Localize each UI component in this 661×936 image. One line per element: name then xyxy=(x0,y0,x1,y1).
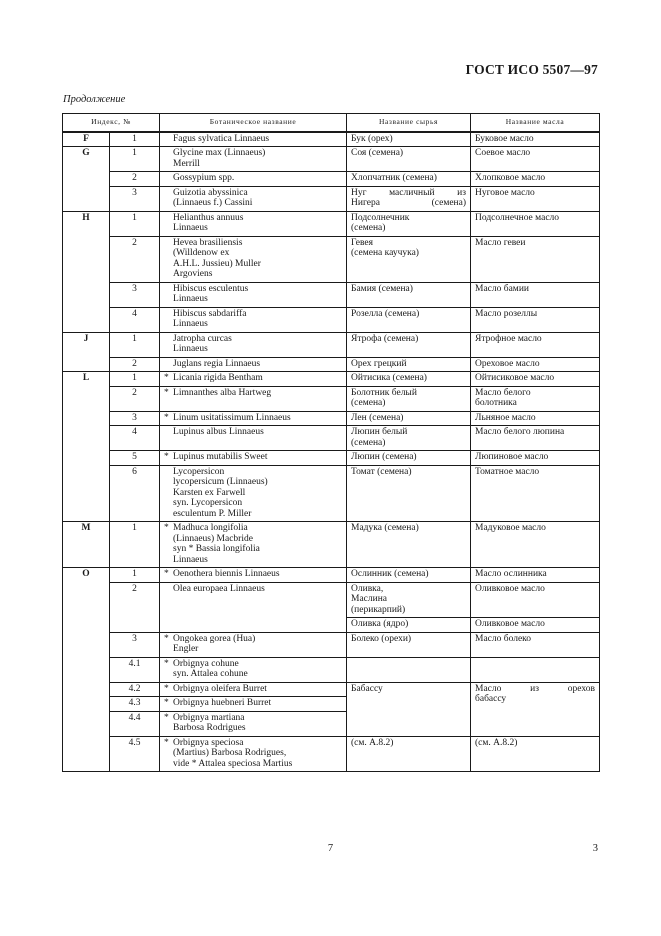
index-number-cell: 2 xyxy=(110,357,160,372)
botanical-text: Hevea brasiliensis xyxy=(173,237,243,248)
botanical-text: syn. Attalea cohune xyxy=(173,669,248,679)
raw-material-cell xyxy=(347,172,471,187)
botanical-text: syn. Lycopersicon xyxy=(173,498,243,508)
index-number-cell: 1 xyxy=(110,132,160,147)
botanical-name-cell xyxy=(160,172,347,187)
table-row xyxy=(63,386,600,411)
table-row xyxy=(63,632,600,657)
botanical-name-cell xyxy=(160,147,347,172)
raw-material-cell xyxy=(347,132,471,147)
oil-name-cell xyxy=(471,132,600,147)
index-letter-cell: L xyxy=(63,372,110,522)
botanical-line xyxy=(164,584,342,595)
botanical-line xyxy=(164,467,342,478)
index-letter-cell: G xyxy=(63,147,110,212)
oil-name-cell-line: болотника xyxy=(475,398,517,408)
botanical-name-cell xyxy=(160,372,347,387)
botanical-text: Merrill xyxy=(173,158,200,169)
table-row xyxy=(63,682,600,697)
botanical-text: Linnaeus xyxy=(173,319,208,329)
table-row xyxy=(63,522,600,568)
raw-material-cell-line: Нуг масличный из xyxy=(351,187,467,198)
raw-material-cell xyxy=(347,386,471,411)
asterisk-mark: * xyxy=(164,412,169,423)
oil-name-cell-line: Масло белого xyxy=(475,387,531,398)
raw-material-cell-line: Бамия (семена) xyxy=(351,283,413,294)
raw-material-cell-line: (перикарпий) xyxy=(351,604,406,615)
botanical-text: Linnaeus xyxy=(173,344,208,354)
botanical-line xyxy=(164,173,342,184)
table-row xyxy=(63,147,600,172)
oil-name-cell xyxy=(471,186,600,211)
botanical-text: lycopersicum (Linnaeus) xyxy=(173,477,268,487)
index-number-cell: 1 xyxy=(110,147,160,172)
botanical-line xyxy=(164,213,342,224)
botanical-name-cell xyxy=(160,186,347,211)
botanical-line xyxy=(164,294,342,305)
raw-material-cell-line: Люпин белый xyxy=(351,427,408,437)
botanical-text: Oenothera biennis Linnaeus xyxy=(173,569,280,579)
index-number-cell: 1 xyxy=(110,568,160,583)
table-row xyxy=(63,307,600,332)
table-row xyxy=(63,451,600,466)
table-row xyxy=(63,372,600,387)
index-letter-cell: O xyxy=(63,568,110,772)
botanical-line xyxy=(164,413,342,424)
oil-name-cell-line: Масло бамии xyxy=(475,283,529,294)
column-header-raw: Название сырья xyxy=(347,114,471,132)
botanical-text: Engler xyxy=(173,644,199,654)
index-number-cell: 2 xyxy=(110,386,160,411)
botanical-line xyxy=(164,427,342,438)
raw-material-cell-line: (см. А.8.2) xyxy=(351,737,394,748)
raw-material-cell xyxy=(347,236,471,282)
raw-material-cell-line: Ойтисика (семена) xyxy=(351,373,427,383)
raw-material-cell xyxy=(347,522,471,568)
botanical-line xyxy=(164,269,342,280)
raw-material-cell xyxy=(347,282,471,307)
column-header-oil: Название масла xyxy=(471,114,600,132)
botanical-line xyxy=(164,259,342,270)
botanical-name-cell xyxy=(160,236,347,282)
botanical-name-cell xyxy=(160,736,347,772)
raw-material-cell-line: (семена) xyxy=(351,398,386,408)
table-row xyxy=(63,332,600,357)
botanical-name-cell xyxy=(160,582,347,632)
raw-material-cell-line: Маслина xyxy=(351,594,388,604)
botanical-line xyxy=(164,248,342,259)
oil-name-cell-line: Буковое масло xyxy=(475,133,534,144)
botanical-name-cell xyxy=(160,411,347,426)
botanical-text: Madhuca longifolia xyxy=(173,523,248,533)
oil-name-cell xyxy=(471,307,600,332)
oil-name-cell-line: Оливковое масло xyxy=(475,619,545,629)
oil-name-cell xyxy=(471,632,600,657)
index-number-cell: 3 xyxy=(110,186,160,211)
raw-material-cell xyxy=(347,211,471,236)
botanical-line xyxy=(164,659,342,670)
raw-material-cell-line: Соя (семена) xyxy=(351,148,404,158)
oil-name-cell-line: Масло болеко xyxy=(475,633,532,644)
table-row xyxy=(63,657,600,682)
botanical-line xyxy=(164,198,342,209)
botanical-text: Juglans regia Linnaeus xyxy=(173,358,261,369)
index-letter-cell: M xyxy=(63,522,110,568)
oil-name-cell-line: Ореховое масло xyxy=(475,358,540,369)
table-row xyxy=(63,236,600,282)
oil-name-cell xyxy=(471,522,600,568)
botanical-text: (Linnaeus f.) Cassini xyxy=(173,198,253,208)
index-number-cell: 3 xyxy=(110,282,160,307)
oil-name-cell-line: (см. А.8.2) xyxy=(475,737,518,748)
botanical-name-cell xyxy=(160,357,347,372)
botanical-line xyxy=(164,555,342,566)
botanical-name-cell xyxy=(160,451,347,466)
botanical-text: Jatropha curcas xyxy=(173,333,232,344)
botanical-line xyxy=(164,684,342,695)
oil-name-cell-line: Подсолнечное масло xyxy=(475,212,560,223)
raw-material-cell xyxy=(347,582,471,618)
index-number-cell: 1 xyxy=(110,372,160,387)
index-number-cell: 6 xyxy=(110,465,160,522)
botanical-text: (Martius) Barbosa Rodrigues, xyxy=(173,748,287,758)
botanical-line xyxy=(164,477,342,488)
botanical-line xyxy=(164,284,342,295)
asterisk-mark: * xyxy=(164,387,169,398)
table-row xyxy=(63,582,600,618)
raw-material-cell xyxy=(347,657,471,682)
asterisk-mark: * xyxy=(164,373,169,383)
raw-material-cell xyxy=(347,568,471,583)
botanical-line xyxy=(164,523,342,534)
index-number-cell: 1 xyxy=(110,211,160,236)
botanical-line xyxy=(164,748,342,759)
botanical-text: Glycine max (Linnaeus) xyxy=(173,148,266,158)
oil-name-cell-line: Льняное масло xyxy=(475,412,536,423)
botanical-line xyxy=(164,544,342,555)
oil-name-cell-line: Нуговое масло xyxy=(475,187,535,198)
oil-name-cell xyxy=(471,682,600,736)
raw-material-cell-line: (семена) xyxy=(351,437,386,448)
index-letter-cell: H xyxy=(63,211,110,332)
botanical-line xyxy=(164,223,342,234)
raw-material-cell xyxy=(347,332,471,357)
asterisk-mark: * xyxy=(164,698,169,708)
raw-material-cell-line: Болеко (орехи) xyxy=(351,633,412,644)
botanical-line xyxy=(164,738,342,749)
oil-name-cell xyxy=(471,282,600,307)
botanical-line xyxy=(164,148,342,159)
asterisk-mark: * xyxy=(164,712,169,723)
botanical-name-cell xyxy=(160,632,347,657)
raw-material-cell xyxy=(347,357,471,372)
botanical-line xyxy=(164,759,342,770)
raw-material-cell-line: Бабассу xyxy=(351,683,383,694)
botanical-line xyxy=(164,238,342,249)
botanical-line xyxy=(164,188,342,199)
oil-name-cell xyxy=(471,211,600,236)
oil-name-cell-line: Масло ослинника xyxy=(475,569,547,579)
table-header-row xyxy=(63,114,600,132)
oil-name-cell-line: Масло розеллы xyxy=(475,308,538,319)
botanical-line xyxy=(164,509,342,520)
oil-name-cell xyxy=(471,736,600,772)
botanical-name-cell xyxy=(160,465,347,522)
index-number-cell: 3 xyxy=(110,632,160,657)
oil-name-cell xyxy=(471,568,600,583)
botanical-line xyxy=(164,669,342,680)
raw-material-cell xyxy=(347,451,471,466)
document-code: ГОСТ ИСО 5507—97 xyxy=(465,62,598,77)
raw-material-cell-line: Бук (орех) xyxy=(351,133,393,144)
botanical-line xyxy=(164,134,342,145)
index-number-cell: 5 xyxy=(110,451,160,466)
botanical-text: Orbignya huebneri Burret xyxy=(173,698,272,708)
oil-name-cell-line: Томатное масло xyxy=(475,466,540,477)
oil-name-cell xyxy=(471,451,600,466)
botanical-line xyxy=(164,334,342,345)
oil-name-cell xyxy=(471,411,600,426)
botanical-text: Orbignya martiana xyxy=(173,712,245,723)
index-number-cell: 4.4 xyxy=(110,711,160,736)
index-number-cell: 1 xyxy=(110,332,160,357)
botanical-name-cell xyxy=(160,682,347,697)
table-row xyxy=(63,357,600,372)
oil-name-cell xyxy=(471,147,600,172)
botanical-text: Lupinus albus Linnaeus xyxy=(173,427,264,437)
botanical-line xyxy=(164,373,342,384)
botanical-line xyxy=(164,159,342,170)
botanical-text: (Linnaeus) Macbride xyxy=(173,533,253,544)
botanical-text: Orbignya cohune xyxy=(173,658,239,669)
index-number-cell: 4.1 xyxy=(110,657,160,682)
oil-name-cell-line: Мадуковое масло xyxy=(475,523,546,533)
page-number-right: 3 xyxy=(592,843,598,854)
raw-material-cell-line: (семена) xyxy=(351,223,386,233)
asterisk-mark: * xyxy=(164,658,169,669)
oil-name-cell-line: Ятрофное масло xyxy=(475,333,542,344)
page-number-center: 7 xyxy=(327,843,334,854)
botanical-name-cell xyxy=(160,426,347,451)
index-number-cell: 4.2 xyxy=(110,682,160,697)
botanical-text: Fagus sylvatica Linnaeus xyxy=(173,133,270,144)
botanical-name-cell xyxy=(160,657,347,682)
index-number-cell: 2 xyxy=(110,172,160,187)
raw-material-cell-line: Мадука (семена) xyxy=(351,523,419,533)
oil-name-cell xyxy=(471,386,600,411)
oil-name-cell-line: Масло из орехов xyxy=(475,683,596,694)
botanical-name-cell xyxy=(160,132,347,147)
botanical-text: Orbignya oleifera Burret xyxy=(173,683,267,694)
index-number-cell: 4 xyxy=(110,307,160,332)
botanical-line xyxy=(164,452,342,463)
botanical-text: Karsten ex Farwell xyxy=(173,487,246,498)
botanical-text: Linnaeus xyxy=(173,223,208,233)
oil-name-cell-line: Соевое масло xyxy=(475,148,531,158)
table-row xyxy=(63,736,600,772)
raw-material-cell xyxy=(347,465,471,522)
oil-name-cell xyxy=(471,172,600,187)
botanical-line xyxy=(164,388,342,399)
botanical-text: Helianthus annuus xyxy=(173,212,244,223)
raw-material-cell xyxy=(347,186,471,211)
asterisk-mark: * xyxy=(164,633,169,644)
oil-name-cell-line: Масло белого люпина xyxy=(475,427,565,437)
botanical-line xyxy=(164,359,342,370)
oil-name-cell-line: Оливковое масло xyxy=(475,583,545,594)
raw-material-cell-line: Орех грецкий xyxy=(351,358,407,369)
botanical-line xyxy=(164,723,342,734)
raw-material-cell xyxy=(347,618,471,633)
index-number-cell: 4.3 xyxy=(110,697,160,712)
index-number-cell: 3 xyxy=(110,411,160,426)
botanical-name-cell xyxy=(160,282,347,307)
botanical-name-cell xyxy=(160,211,347,236)
oil-name-cell-line: Масло гевеи xyxy=(475,237,526,248)
raw-material-cell-line: Люпин (семена) xyxy=(351,452,417,462)
botanical-text: Gossypium spp. xyxy=(173,173,235,183)
raw-material-cell xyxy=(347,372,471,387)
raw-material-cell xyxy=(347,426,471,451)
botanical-text: Barbosa Rodrigues xyxy=(173,723,246,733)
raw-material-cell-line: (семена каучука) xyxy=(351,248,419,258)
table-row xyxy=(63,411,600,426)
oil-name-cell xyxy=(471,657,600,682)
index-number-cell: 4 xyxy=(110,426,160,451)
botanical-text: Olea europaea Linnaeus xyxy=(173,583,265,594)
botanical-text: esculentum P. Miller xyxy=(173,508,252,519)
botanical-line xyxy=(164,319,342,330)
raw-material-cell-line: Томат (семена) xyxy=(351,466,412,477)
oil-name-cell-line: Хлопковое масло xyxy=(475,173,546,183)
botanical-text: Ongokea gorea (Hua) xyxy=(173,633,256,644)
column-header-botanical: Ботаническое название xyxy=(160,114,347,132)
raw-material-cell-line: Подсолнечник xyxy=(351,212,410,223)
botanical-name-cell xyxy=(160,386,347,411)
botanical-line xyxy=(164,344,342,355)
raw-material-cell-line: Лен (семена) xyxy=(351,412,404,423)
botanical-text: Licania rigida Bentham xyxy=(173,373,263,383)
raw-material-cell xyxy=(347,147,471,172)
botanical-line xyxy=(164,569,342,580)
raw-material-cell xyxy=(347,682,471,736)
botanical-line xyxy=(164,698,342,709)
botanical-line xyxy=(164,498,342,509)
botanical-text: Limnanthes alba Hartweg xyxy=(173,387,272,398)
oil-name-cell xyxy=(471,357,600,372)
table-row xyxy=(63,465,600,522)
botanical-name-cell xyxy=(160,568,347,583)
table-row xyxy=(63,568,600,583)
botanical-name-cell xyxy=(160,307,347,332)
raw-material-cell-line: Нигера (семена) xyxy=(351,198,467,208)
oil-name-cell xyxy=(471,618,600,633)
index-number-cell: 1 xyxy=(110,522,160,568)
botanical-text: Lycopersicon xyxy=(173,466,225,477)
botanical-line xyxy=(164,488,342,499)
index-letter-cell: F xyxy=(63,132,110,147)
botanical-line xyxy=(164,634,342,645)
raw-material-cell xyxy=(347,411,471,426)
index-number-cell: 2 xyxy=(110,236,160,282)
oil-name-cell-line: Люпиновое масло xyxy=(475,452,549,462)
asterisk-mark: * xyxy=(164,569,169,579)
column-header-index: Индекс, № xyxy=(63,114,160,132)
oil-name-cell-line: Ойтисиковое масло xyxy=(475,373,555,383)
asterisk-mark: * xyxy=(164,523,169,533)
raw-material-cell xyxy=(347,736,471,772)
botanical-text: Argoviens xyxy=(173,269,213,279)
raw-material-cell-line: Хлопчатник (семена) xyxy=(351,173,437,183)
table-row xyxy=(63,211,600,236)
asterisk-mark: * xyxy=(164,452,169,462)
oil-name-cell xyxy=(471,332,600,357)
botanical-text: Linnaeus xyxy=(173,294,208,304)
index-number-cell: 2 xyxy=(110,582,160,632)
oil-name-cell xyxy=(471,582,600,618)
botanical-text: Linnaeus xyxy=(173,554,208,565)
continued-label: Продолжение xyxy=(63,94,126,105)
botanical-text: Hibiscus esculentus xyxy=(173,283,249,294)
botanical-name-cell xyxy=(160,711,347,736)
botanical-text: A.H.L. Jussieu) Muller xyxy=(173,258,261,269)
oil-name-cell xyxy=(471,372,600,387)
oil-name-cell xyxy=(471,236,600,282)
raw-material-cell-line: Розелла (семена) xyxy=(351,308,420,319)
botanical-text: Guizotia abyssinica xyxy=(173,187,248,198)
raw-material-cell-line: Оливка, xyxy=(351,583,384,594)
botanical-name-cell xyxy=(160,332,347,357)
table-row xyxy=(63,282,600,307)
botanical-line xyxy=(164,713,342,724)
raw-material-cell xyxy=(347,632,471,657)
raw-material-cell-line: Гевея xyxy=(351,237,374,248)
botanical-text: Orbignya speciosa xyxy=(173,737,244,748)
table-row xyxy=(63,132,600,147)
oil-name-cell xyxy=(471,465,600,522)
asterisk-mark: * xyxy=(164,683,169,694)
botanical-text: Hibiscus sabdariffa xyxy=(173,308,247,319)
botanical-text: vide * Attalea speciosa Martius xyxy=(173,758,293,769)
botanical-text: (Willdenow ex xyxy=(173,248,230,258)
botanical-name-cell xyxy=(160,697,347,712)
raw-material-cell xyxy=(347,307,471,332)
table-row xyxy=(63,186,600,211)
botanical-text: Lupinus mutabilis Sweet xyxy=(173,452,268,462)
raw-material-cell-line: Ятрофа (семена) xyxy=(351,333,419,344)
botanical-line xyxy=(164,309,342,320)
index-number-cell: 4.5 xyxy=(110,736,160,772)
index-letter-cell: J xyxy=(63,332,110,372)
table-row xyxy=(63,172,600,187)
raw-material-cell-line: Болотник белый xyxy=(351,387,417,398)
oil-name-cell-line: бабассу xyxy=(475,694,507,704)
botanical-line xyxy=(164,534,342,545)
table-row xyxy=(63,426,600,451)
oil-table xyxy=(62,113,600,772)
raw-material-cell-line: Ослинник (семена) xyxy=(351,569,429,579)
raw-material-cell-line: Оливка (ядро) xyxy=(351,619,409,629)
botanical-line xyxy=(164,644,342,655)
botanical-name-cell xyxy=(160,522,347,568)
asterisk-mark: * xyxy=(164,737,169,748)
botanical-text: Linum usitatissimum Linnaeus xyxy=(173,412,291,423)
oil-name-cell xyxy=(471,426,600,451)
botanical-text: syn * Bassia longifolia xyxy=(173,544,260,554)
